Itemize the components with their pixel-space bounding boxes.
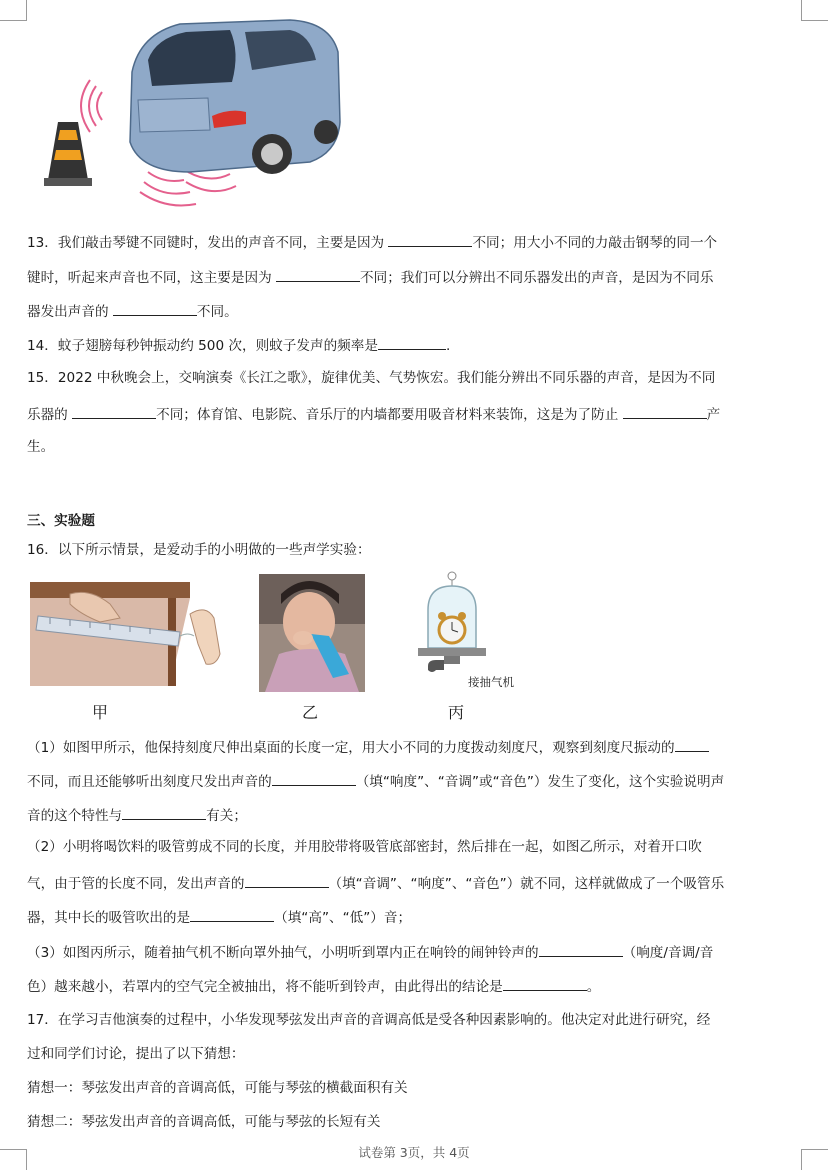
page-footer: 试卷第 3页，共 4页	[358, 1145, 470, 1160]
q17-text: 猜想一：琴弦发出声音的音调高低，可能与琴弦的横截面积有关	[27, 1080, 408, 1096]
q15-text: 15．2022 中秋晚会上，交响演奏《长江之歌》，旋律优美、气势恢宏。我们能分辨出不同乐器的声音，是因为不同	[27, 370, 716, 386]
q16-part1-line-3	[27, 805, 794, 825]
q16-text: 有关；	[206, 808, 247, 824]
q13-text: 不同。	[196, 304, 238, 320]
answer-blank[interactable]	[388, 232, 472, 247]
answer-blank[interactable]	[72, 404, 156, 419]
q13-text: 不同；我们可以分辨出不同乐器发出的声音，是因为不同乐	[360, 270, 714, 286]
q17-text: 17．在学习吉他演奏的过程中，小华发现琴弦发出声音的音调高低是受各种因素影响的。他决定对此进行研究，经	[27, 1012, 711, 1028]
answer-blank[interactable]	[675, 737, 709, 752]
question-17-line-2	[27, 1045, 794, 1063]
answer-blank[interactable]	[190, 907, 274, 922]
q16-text: 器，其中长的吸管吹出的是	[27, 910, 191, 926]
pump-label: 接抽气机	[468, 675, 514, 689]
q15-text: 不同；体育馆、电影院、音乐厅的内墙都要用吸音材料来装饰，这是为了防止	[156, 407, 619, 423]
straw-flute-photo	[259, 574, 365, 692]
answer-blank[interactable]	[272, 771, 356, 786]
q13-text: 13．我们敲击琴键不同键时，发出的声音不同，主要是因为	[27, 235, 385, 251]
q17-text: 猜想二：琴弦发出声音的音调高低，可能与琴弦的长短有关	[27, 1114, 381, 1130]
q13-text: 不同；用大小不同的力敲击钢琴的同一个	[472, 235, 718, 251]
question-15-line-3	[27, 438, 794, 456]
crop-mark-top-right	[801, 0, 828, 21]
question-17-line-1	[27, 1011, 794, 1029]
question-13-line-1	[27, 232, 794, 252]
figure-caption-bing: 丙	[448, 703, 465, 722]
figure-caption-jia: 甲	[92, 703, 109, 722]
q17-text: 过和同学们讨论，提出了以下猜想：	[27, 1046, 245, 1062]
car-reversing-radar-figure	[40, 12, 345, 212]
question-15-line-2	[27, 404, 794, 424]
question-13-line-2	[27, 267, 794, 287]
q16-text: （响度/音调/音	[622, 945, 714, 961]
q13-text: 键时，听起来声音也不同，这主要是因为	[27, 270, 272, 286]
q16-text: （2）小明将喝饮料的吸管剪成不同的长度，并用胶带将吸管底部密封，然后排在一起，如图乙所示，对着开口吹	[27, 839, 702, 855]
q16-text: 气，由于管的长度不同，发出声音的	[27, 876, 245, 892]
bell-jar-figure	[414, 570, 524, 690]
answer-blank[interactable]	[113, 301, 197, 316]
q16-part3-line-1	[27, 942, 794, 962]
question-16-intro	[27, 541, 794, 559]
figure-caption-yi: 乙	[302, 703, 319, 722]
q16-text: 不同，而且还能够听出刻度尺发出声音的	[27, 774, 272, 790]
answer-blank[interactable]	[245, 873, 329, 888]
q16-text: （1）如图甲所示，他保持刻度尺伸出桌面的长度一定，用大小不同的力度拨动刻度尺，观察到刻度尺振动的	[27, 740, 675, 756]
crop-mark-top-left	[0, 0, 27, 21]
ruler-experiment-figure	[30, 574, 235, 688]
q16-text: 色）越来越小，若罩内的空气完全被抽出，将不能听到铃声，由此得出的结论是	[27, 979, 503, 995]
q16-part2-line-1	[27, 838, 794, 856]
q16-text: （填“高”、“低”）音；	[274, 910, 412, 926]
answer-blank[interactable]	[503, 976, 587, 991]
q16-text: 音的这个特性与	[27, 808, 123, 824]
answer-blank[interactable]	[276, 267, 360, 282]
answer-blank[interactable]	[623, 404, 707, 419]
section-title: 三、实验题	[27, 513, 95, 529]
question-13-line-3	[27, 301, 794, 321]
q16-text: （3）如图丙所示，随着抽气机不断向罩外抽气，小明听到罩内正在响铃的闹钟铃声的	[27, 945, 539, 961]
q16-text: 。	[586, 979, 601, 995]
guess-2	[27, 1113, 794, 1131]
q15-text: 产	[706, 407, 721, 423]
q16-text: （填“音调”、“响度”、“音色”）就不同，这样就做成了一个吸管乐	[328, 876, 725, 892]
q16-part1-line-2	[27, 771, 794, 791]
q14-text: .	[445, 338, 451, 354]
q14-text: 14．蚊子翅膀每秒钟振动约 500 次，则蚊子发声的频率是	[27, 338, 378, 354]
q16-part3-line-2	[27, 976, 794, 996]
q16-text: 16．以下所示情景，是爱动手的小明做的一些声学实验：	[27, 542, 371, 558]
q16-part1-line-1	[27, 737, 794, 757]
q16-part2-line-3	[27, 907, 794, 927]
answer-blank[interactable]	[378, 335, 446, 350]
guess-1	[27, 1079, 794, 1097]
q15-text: 生。	[27, 439, 55, 455]
answer-blank[interactable]	[122, 805, 206, 820]
q16-part2-line-2	[27, 873, 794, 893]
q15-text: 乐器的	[27, 407, 68, 423]
q13-text: 器发出声音的	[27, 304, 109, 320]
q16-text: （填“响度”、“音调”或“音色”）发生了变化，这个实验说明声	[355, 774, 725, 790]
question-15-line-1	[27, 369, 794, 387]
question-14	[27, 335, 794, 355]
answer-blank[interactable]	[539, 942, 623, 957]
